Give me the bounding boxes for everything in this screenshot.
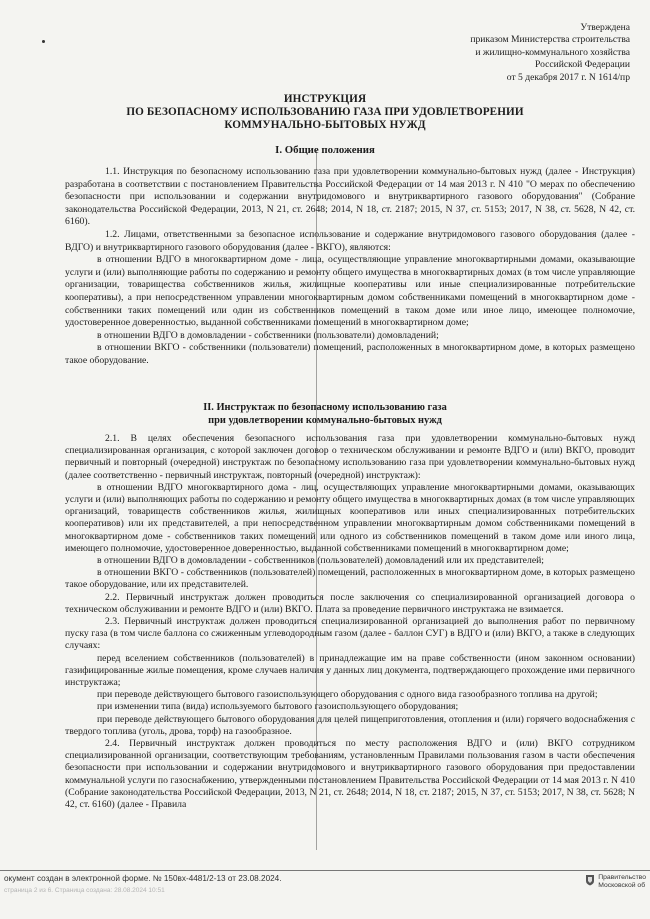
section-2-heading [0, 401, 650, 427]
footer-divider [0, 870, 650, 871]
approval-block [470, 22, 630, 84]
paragraph: при изменении типа (вида) используемого бытового газоиспользующего оборудования; [97, 701, 459, 713]
title-line: ПО БЕЗОПАСНОМУ ИСПОЛЬЗОВАНИЮ ГАЗА ПРИ УДОВЛЕТВОРЕНИИ [126, 106, 524, 118]
logo-text: Правительство [598, 874, 646, 881]
paragraph: в отношении ВКГО - собственников (пользователей) помещений, расположенных в многоквартирном доме, в которых размещено такое оборудование, или их представителей. [65, 567, 635, 591]
title-line: ИНСТРУКЦИЯ [283, 93, 367, 105]
paragraph: при переводе действующего бытового оборудования для целей пищеприготовления, отопления и (или) горячего водоснабжения с твердого топлива (уголь, дрова, торф) на газообразное. [65, 713, 635, 737]
paragraph: 1.1. Инструкция по безопасному использованию газа при удовлетворении коммунально-бытовых нужд (далее - Инструкция) разработана в соответствии с постановлением Правительства Российской Федерации от 14 мая 2013 г. N 410 "О мерах по обеспечению безопасности при использовании и содержании внутридомового и внутриквартирного газового оборудования" (Собрание законодательства Российской Федерации, 2013, N 21, ст. 2648; 2014, N 18, ст. 2187; 2015, N 37, ст. 5153; 2017, N 38, ст. 5628, N 42, ст. 6160). [65, 166, 635, 228]
approval-line: Российской Федерации [535, 59, 630, 71]
coat-of-arms-icon [585, 874, 595, 886]
paragraph: 1.2. Лицами, ответственными за безопасное использование и содержание внутридомового газового оборудования (далее - ВДГО) и внутриквартирного газового оборудования (далее - ВКГО), являются: [65, 228, 635, 253]
paragraph: 2.4. Первичный инструктаж должен проводиться по месту расположения ВДГО и (или) ВКГО сотрудником специализированной организации, соответствующим требованиям, установленным Правилами пользования газом в части обеспечения безопасности при использовании и содержании внутридомового и внутриквартирного газового оборудования при предоставлении коммунальной услуги по газоснабжению, утвержденными постановлением Правительства Российской Федерации от 14 мая 2013 г. N 410 (Собрание законодательства Российской Федерации, 2013, N 21, ст. 2648; 2014, N 18, ст. 2187; 2015, N 37, ст. 5153; 2017, N 38, ст. 5628; N 42, ст. 6160) (далее - Правила [65, 738, 635, 811]
paragraph: в отношении ВКГО - собственники (пользователи) помещений, расположенных в многоквартирном доме, в которых размещено такое оборудование. [65, 342, 635, 366]
paragraph: в отношении ВДГО в многоквартирном доме - лица, осуществляющие управление многоквартирными домами, оказывающие услуги и (или) выполняющие работы по содержанию и ремонту общего имущества в многоквартирных домах (в том числе управляющие организации, товарищества собственников жилья, жилищные кооперативы или иные специализированные потребительские кооперативы), а при непосредственном управлении многоквартирным домом собственниками помещений в многоквартирном доме - собственники таких помещений или один из собственников помещений в таком доме или иное лицо, имеющее полномочие, удостоверенное доверенностью, выданной собственниками помещений в многоквартирном доме; [65, 254, 635, 329]
approval-line: от 5 декабря 2017 г. N 1614/пр [506, 71, 630, 83]
paragraph: перед вселением собственников (пользователей) в принадлежащие им на праве собственности (ином законном основании) газифицированные жилые помещения, кроме случаев наличия у данных лиц документа, подтверждающего прохождение ими первичного инструктажа; [65, 652, 635, 689]
scan-speck [42, 40, 45, 43]
section-1-body [65, 166, 635, 368]
section-2-heading-line: II. Инструктаж по безопасному использованию газа [203, 402, 447, 413]
logo-text: Московской об [598, 882, 646, 889]
paragraph: 2.3. Первичный инструктаж должен проводиться специализированной организацией до выполнения работ по первичному пуску газа (в том числе баллона со сжиженным углеводородным газом (далее - баллон СУГ) в ВДГО и (или) ВКГО, а также в следующих случаях: [65, 616, 635, 652]
approval-line: и жилищно-коммунального хозяйства [475, 46, 630, 58]
paragraph: в отношении ВДГО в домовладении - собственники (пользователи) домовладений; [97, 329, 439, 341]
section-2-heading-line: при удовлетворении коммунально-бытовых нужд [208, 415, 442, 426]
approval-line: приказом Министерства строительства [470, 34, 630, 46]
section-2-body [65, 433, 635, 811]
document-title [0, 93, 650, 132]
paragraph: при переводе действующего бытового газоиспользующего оборудования с одного вида газообразного топлива на другой; [97, 689, 598, 701]
footer-page-info: страница 2 из 6. Страница создана: 28.08.2024 10:51 [4, 887, 165, 894]
footer-logo [585, 874, 646, 890]
approval-line: Утверждена [580, 22, 630, 33]
title-line: КОММУНАЛЬНО-БЫТОВЫХ НУЖД [224, 119, 426, 131]
paragraph: 2.1. В целях обеспечения безопасного использования газа при удовлетворении коммунально-бытовых нужд специализированная организация, с которой заключен договор о техническом обслуживании и ремонте ВДГО и (или) ВКГО, проводит первичный и повторный (очередной) инструктаж по безопасному использованию газа при удовлетворении коммунально-бытовых нужд (далее соответственно - первичный инструктаж, повторный (очередной) инструктаж): [65, 433, 635, 481]
paragraph: в отношении ВДГО в домовладении - собственников (пользователей) домовладений или их представителей; [97, 555, 544, 567]
paragraph: 2.2. Первичный инструктаж должен проводиться после заключения со специализированной организацией договора о техническом обслуживании и ремонте ВДГО и (или) ВКГО. Плата за проведение первичного инструктажа не взимается. [65, 591, 635, 615]
section-1-heading: I. Общие положения [275, 144, 375, 156]
footer-doc-info: окумент создан в электронной форме. № 150вх-4481/2-13 от 23.08.2024. [4, 874, 282, 883]
paragraph: в отношении ВДГО многоквартирного дома - лиц, осуществляющих управление многоквартирными домами, оказывающих услуги и (или) выполняющих работы по содержанию и ремонту общего имущества в многоквартирных домах (в том числе управляющих организаций, товариществ собственников жилья, жилищных кооперативов или иных специализированных потребительских кооперативов) или их представителей, а при непосредственном управлении многоквартирным домом собственниками помещений в многоквартирном доме - собственников таких помещений или одного из собственников помещений в таком доме или иного лица, имеющего полномочие, удостоверенное доверенностью, выданной собственниками помещений в многоквартирном доме; [65, 481, 635, 554]
